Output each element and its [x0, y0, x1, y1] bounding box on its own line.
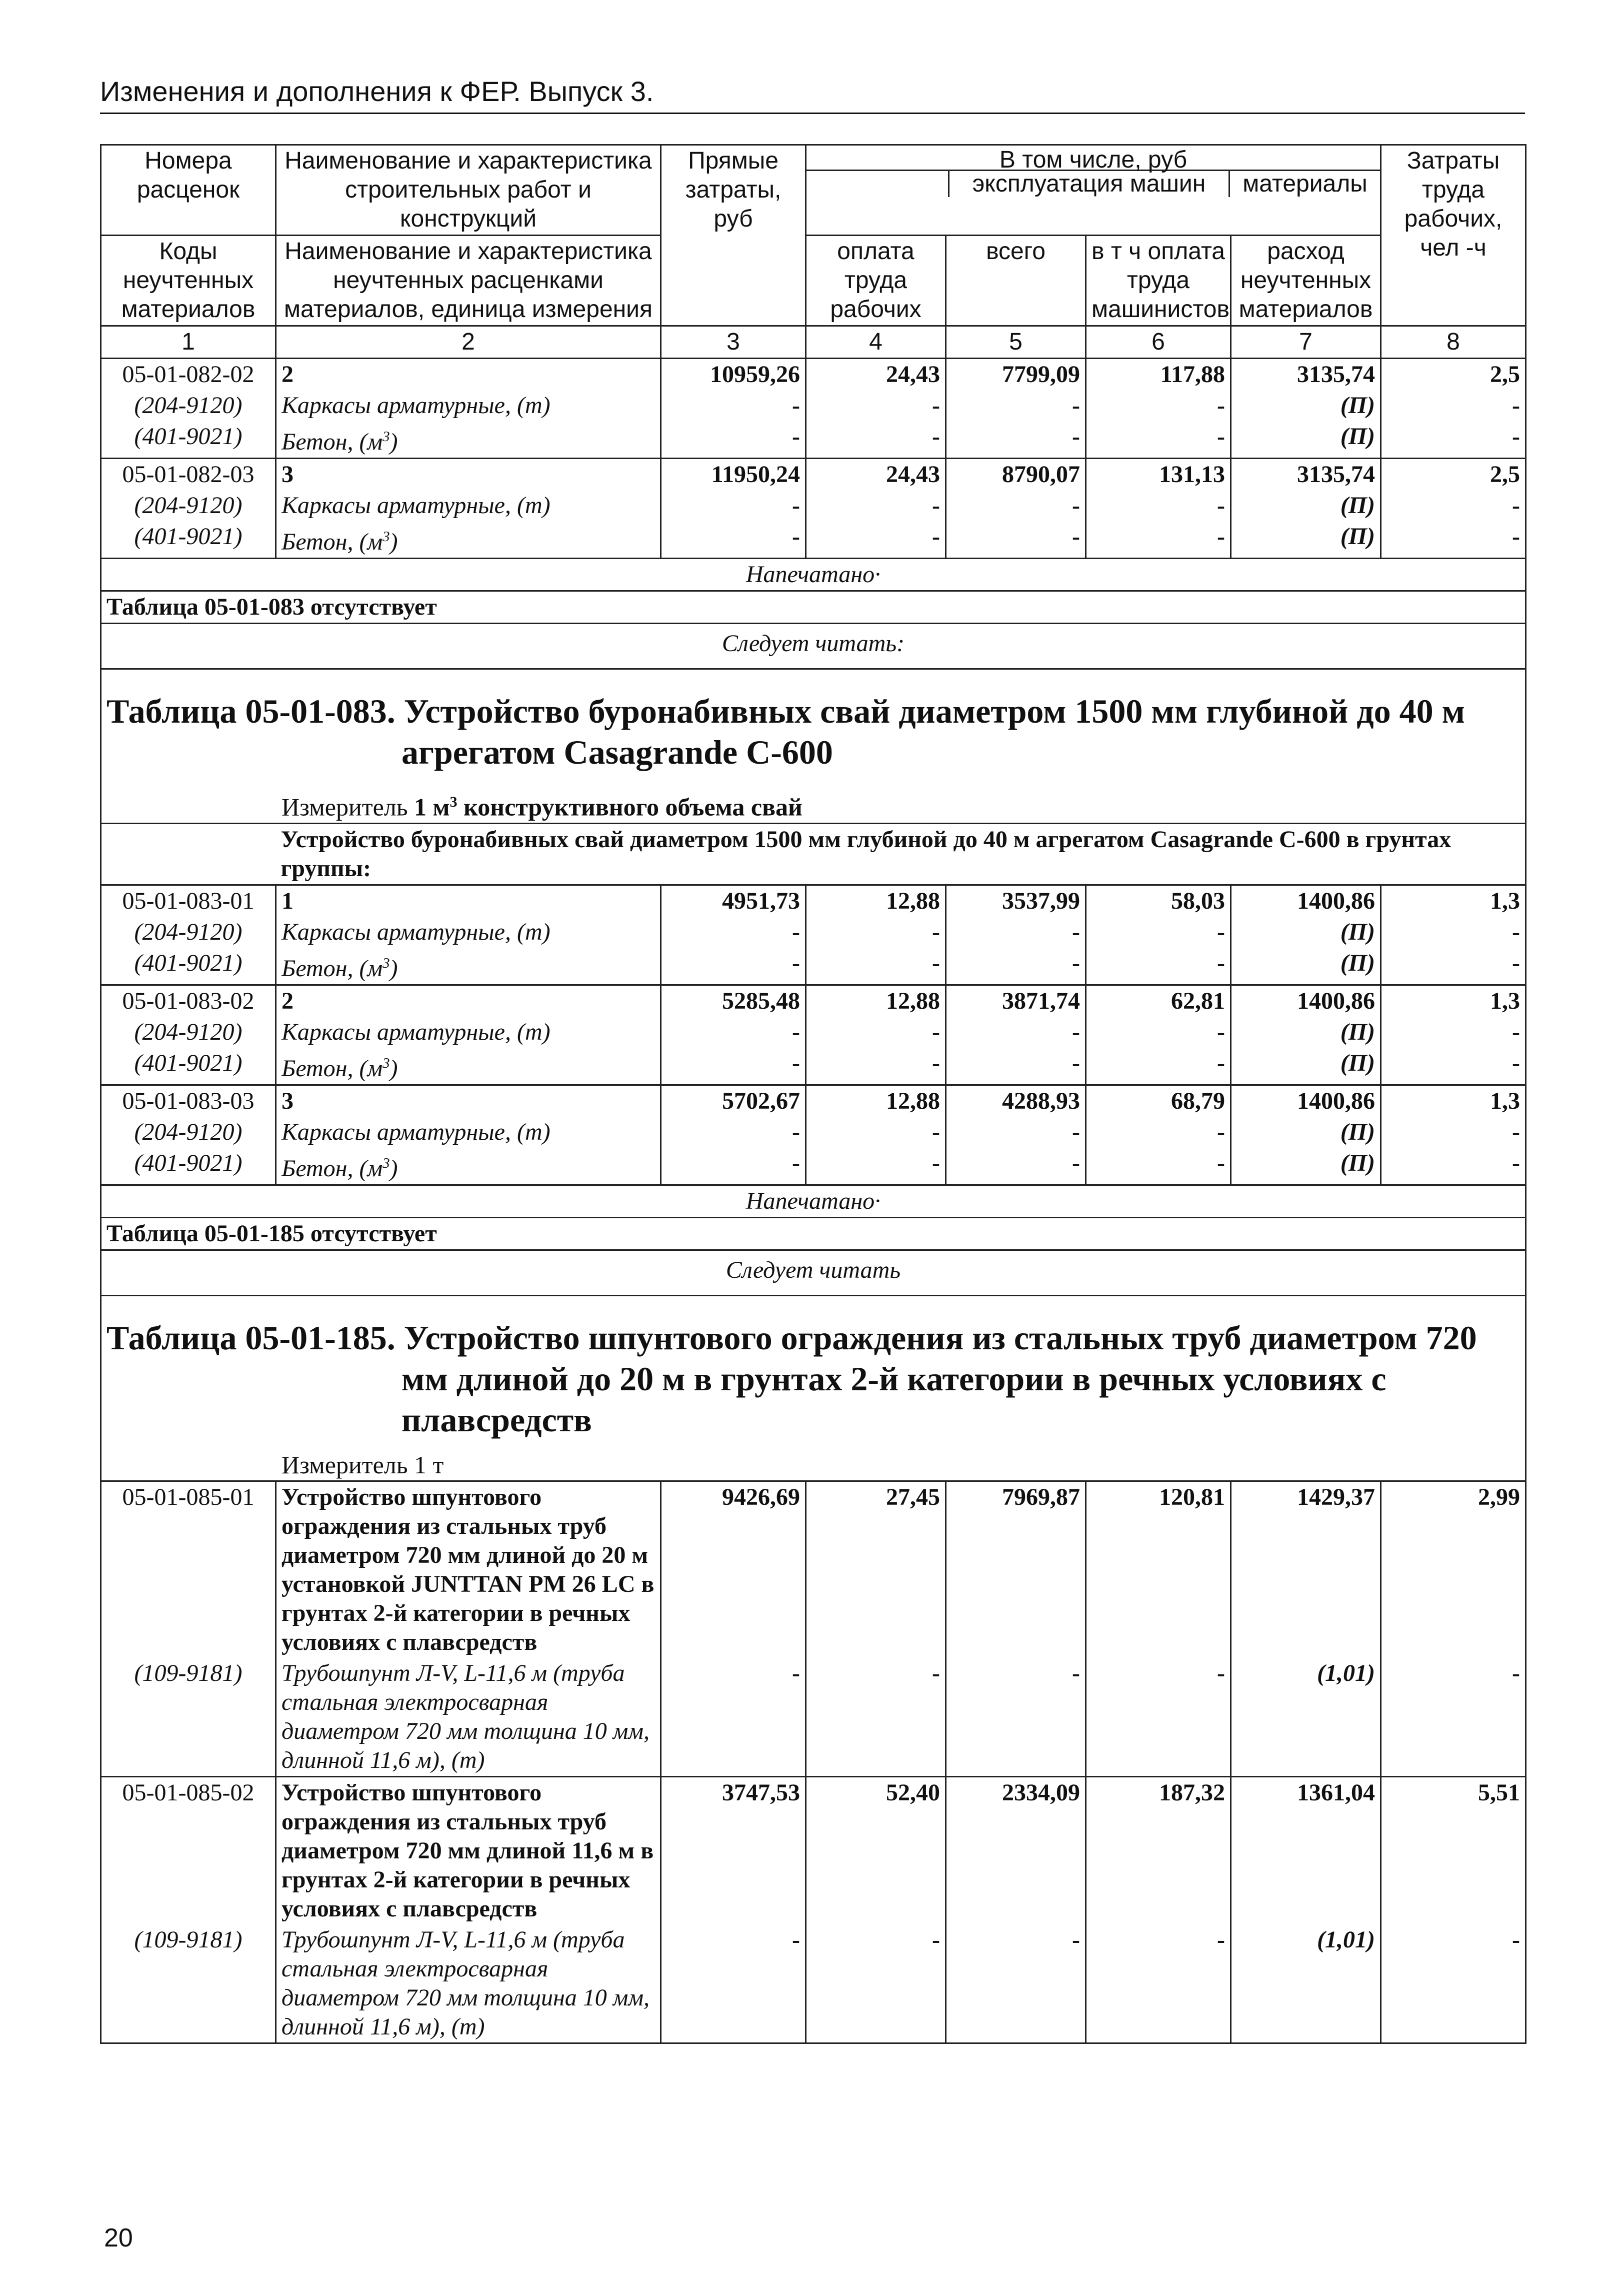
machine-cost: 8790,07 [946, 459, 1086, 491]
dash-value: - [661, 521, 806, 559]
direct-cost: 5702,67 [661, 1085, 806, 1117]
dash-value: - [806, 490, 946, 521]
materials-cost: 3135,74 [1231, 459, 1381, 491]
material-row [101, 1048, 1526, 1085]
block3-rows [101, 1481, 1526, 2043]
read-row-2 [101, 1250, 1526, 1295]
col5-header: всего [946, 236, 1086, 326]
dash-value: - [806, 1148, 946, 1185]
direct-cost: 10959,26 [661, 359, 806, 391]
materials-cost: 1400,86 [1231, 1085, 1381, 1117]
rate-row [101, 1776, 1526, 1924]
rate-code: 05-01-085-01 [101, 1481, 276, 1658]
labor-hours: 2,5 [1381, 459, 1526, 491]
header-rule [100, 113, 1525, 114]
dash-value: - [661, 390, 806, 421]
concrete-tail: ) [390, 955, 398, 982]
rate-code: 05-01-082-02 [101, 359, 276, 391]
machinist-cost: 62,81 [1086, 985, 1231, 1017]
measure-tail: конструктивного объема свай [464, 793, 802, 821]
title-row-1 [101, 669, 1526, 824]
rate-name: Устройство шпунтового ограждения из стальных труб диаметром 720 мм длиной 11,6 м в грунтах 2-й категории в речных условиях с плавсредств [276, 1776, 661, 1924]
material-name [276, 1148, 661, 1185]
material-qty: (1,01) [1231, 1924, 1381, 2043]
labor-cost: 12,88 [806, 1085, 946, 1117]
material-row [101, 1658, 1526, 1777]
material-qty: (П) [1231, 390, 1381, 421]
cube-superscript: 3 [382, 955, 390, 971]
col6-header: в т ч оплата труда машинистов [1086, 236, 1231, 326]
cube-superscript: 3 [450, 794, 458, 810]
dash-value: - [1381, 948, 1526, 985]
dash-value: - [946, 1017, 1086, 1048]
dash-value: - [946, 421, 1086, 459]
material-row [101, 1148, 1526, 1185]
labor-cost: 52,40 [806, 1776, 946, 1924]
subtitle-row-1 [101, 823, 1526, 885]
concrete-label: Бетон, (м [282, 429, 383, 455]
measure-label: Измеритель [282, 793, 408, 821]
running-header: Изменения и дополнения к ФЕР. Выпуск 3. [100, 76, 654, 107]
labor-hours: 1,3 [1381, 1085, 1526, 1117]
dash-value: - [806, 1017, 946, 1048]
cube-superscript: 3 [382, 1155, 390, 1171]
materials-cost: 3135,74 [1231, 359, 1381, 391]
rate-code: 05-01-083-03 [101, 1085, 276, 1117]
rate-name: 2 [276, 985, 661, 1017]
rate-row [101, 1481, 1526, 1658]
dash-value: - [806, 1117, 946, 1148]
dash-value: - [946, 1924, 1086, 2043]
dash-value: - [806, 390, 946, 421]
title-185-line3: плавсредств [402, 1400, 592, 1439]
column-numbers-row [101, 326, 1526, 359]
dash-value: - [806, 1048, 946, 1085]
material-row [101, 390, 1526, 421]
material-qty: (П) [1231, 1117, 1381, 1148]
dash-value: - [946, 521, 1086, 559]
machine-cost: 7969,87 [946, 1481, 1086, 1658]
dash-value: - [1086, 521, 1231, 559]
measure-value: 1 м [414, 793, 450, 821]
material-qty: (П) [1231, 421, 1381, 459]
col8-header: Затраты труда рабочих, чел -ч [1381, 145, 1526, 326]
dash-value: - [806, 917, 946, 948]
rate-name: 1 [276, 885, 661, 917]
col1-top-header: Номера расценок [101, 145, 276, 236]
absent-table-083: Таблица 05-01-083 отсутствует [101, 591, 1526, 624]
labor-hours: 5,51 [1381, 1776, 1526, 1924]
material-row [101, 421, 1526, 459]
material-name [276, 521, 661, 559]
cube-superscript: 3 [382, 529, 390, 545]
machinist-cost: 117,88 [1086, 359, 1231, 391]
material-code: (401-9021) [101, 1148, 276, 1185]
machinist-cost: 68,79 [1086, 1085, 1231, 1117]
material-code: (401-9021) [101, 521, 276, 559]
material-qty: (П) [1231, 521, 1381, 559]
dash-value: - [946, 1117, 1086, 1148]
dash-value: - [661, 1924, 806, 2043]
rate-code: 05-01-083-02 [101, 985, 276, 1017]
printed-row-2 [101, 1185, 1526, 1217]
dash-value: - [1086, 1117, 1231, 1148]
material-qty: (П) [1231, 1148, 1381, 1185]
dash-value: - [946, 948, 1086, 985]
dash-value: - [1086, 948, 1231, 985]
dash-value: - [1381, 490, 1526, 521]
dash-value: - [661, 948, 806, 985]
material-name: Каркасы арматурные, (т) [276, 390, 661, 421]
direct-cost: 11950,24 [661, 459, 806, 491]
material-name [276, 1048, 661, 1085]
dash-value: - [1381, 1017, 1526, 1048]
material-name: Трубошпунт Л-V, L-11,6 м (труба стальная электросварная диаметром 720 мм толщина 10 мм, длинной 11,6 м), (т) [276, 1924, 661, 2043]
dash-value: - [806, 1658, 946, 1777]
dash-value: - [806, 421, 946, 459]
col1-bottom-header: Коды неучтенных материалов [101, 236, 276, 326]
measure-label: Измеритель [282, 1450, 408, 1479]
dash-value: - [1381, 1117, 1526, 1148]
dash-value: - [1381, 1924, 1526, 2043]
concrete-label: Бетон, (м [282, 955, 383, 982]
dash-value: - [1381, 1148, 1526, 1185]
title-185-line1: Таблица 05-01-185. Устройство шпунтового ограждения из стальных труб диаметром 720 [106, 1318, 1477, 1357]
material-row [101, 490, 1526, 521]
material-code: (401-9021) [101, 421, 276, 459]
dash-value: - [1086, 917, 1231, 948]
dash-value: - [1381, 1658, 1526, 1777]
direct-cost: 9426,69 [661, 1481, 806, 1658]
rate-code: 05-01-083-01 [101, 885, 276, 917]
machinist-cost: 120,81 [1086, 1481, 1231, 1658]
page-number: 20 [104, 2223, 133, 2252]
material-qty: (1,01) [1231, 1658, 1381, 1777]
dash-value: - [806, 1924, 946, 2043]
measure-185 [106, 1450, 1520, 1479]
material-qty: (П) [1231, 917, 1381, 948]
rate-row [101, 459, 1526, 491]
rate-code: 05-01-085-02 [101, 1776, 276, 1924]
dash-value: - [1381, 521, 1526, 559]
title-185-line2: мм длиной до 20 м в грунтах 2-й категории в речных условиях с [402, 1359, 1386, 1398]
read-label: Следует читать: [101, 624, 1526, 669]
material-qty: (П) [1231, 490, 1381, 521]
direct-cost: 4951,73 [661, 885, 806, 917]
rate-name: 3 [276, 1085, 661, 1117]
materials-cost: 1429,37 [1231, 1481, 1381, 1658]
title-row-2 [101, 1295, 1526, 1481]
dash-value: - [661, 1658, 806, 1777]
material-code: (204-9120) [101, 1017, 276, 1048]
machine-cost: 3871,74 [946, 985, 1086, 1017]
dash-value: - [1381, 390, 1526, 421]
col7-header: расход неучтенных материалов [1231, 236, 1381, 326]
material-row [101, 521, 1526, 559]
dash-value: - [661, 917, 806, 948]
col-num: 5 [946, 326, 1086, 359]
cube-superscript: 3 [382, 429, 390, 445]
rate-name: 2 [276, 359, 661, 391]
col3-header: Прямые затраты, руб [661, 145, 806, 326]
material-code: (401-9021) [101, 1048, 276, 1085]
block1-rows [101, 359, 1526, 559]
incl-header [806, 145, 1381, 236]
col-num: 6 [1086, 326, 1231, 359]
material-qty: (П) [1231, 1048, 1381, 1085]
materials-label: материалы [1242, 171, 1368, 197]
printed-label: Напечатано· [101, 1185, 1526, 1217]
material-name: Каркасы арматурные, (т) [276, 1017, 661, 1048]
dash-value: - [661, 1017, 806, 1048]
block2-rows [101, 885, 1526, 1185]
labor-cost: 27,45 [806, 1481, 946, 1658]
materials-cost: 1400,86 [1231, 885, 1381, 917]
dash-value: - [946, 1148, 1086, 1185]
labor-hours: 2,99 [1381, 1481, 1526, 1658]
printed-row-1 [101, 559, 1526, 591]
col-num: 3 [661, 326, 806, 359]
machine-cost: 4288,93 [946, 1085, 1086, 1117]
dash-value: - [946, 917, 1086, 948]
table-185-title [106, 1297, 1520, 1440]
material-code: (401-9021) [101, 948, 276, 985]
material-code: (109-9181) [101, 1658, 276, 1777]
material-row [101, 917, 1526, 948]
material-name: Каркасы арматурные, (т) [276, 490, 661, 521]
dash-value: - [1086, 1017, 1231, 1048]
dash-value: - [946, 1048, 1086, 1085]
dash-value: - [1086, 1148, 1231, 1185]
col2-top-header: Наименование и характеристика строительных работ и конструкций [276, 145, 661, 236]
labor-cost: 24,43 [806, 359, 946, 391]
printed-label: Напечатано· [101, 559, 1526, 591]
concrete-label: Бетон, (м [282, 529, 383, 555]
col-num: 7 [1231, 326, 1381, 359]
labor-hours: 2,5 [1381, 359, 1526, 391]
material-code: (204-9120) [101, 1117, 276, 1148]
rates-table [100, 144, 1526, 2044]
col-num: 8 [1381, 326, 1526, 359]
dash-value: - [1381, 421, 1526, 459]
material-name [276, 421, 661, 459]
machinist-cost: 58,03 [1086, 885, 1231, 917]
dash-value: - [1086, 421, 1231, 459]
direct-cost: 5285,48 [661, 985, 806, 1017]
title-083-line2: агрегатом Casagrande C-600 [402, 733, 833, 771]
direct-cost: 3747,53 [661, 1776, 806, 1924]
labor-hours: 1,3 [1381, 985, 1526, 1017]
measure-083 [106, 788, 1520, 822]
material-code: (204-9120) [101, 390, 276, 421]
read-label: Следует читать [101, 1250, 1526, 1295]
rate-row [101, 985, 1526, 1017]
machinist-cost: 187,32 [1086, 1776, 1231, 1924]
absent-row-1 [101, 591, 1526, 624]
dash-value: - [661, 490, 806, 521]
material-row [101, 948, 1526, 985]
table-083-subtitle: Устройство буронабивных свай диаметром 1500 мм глубиной до 40 м агрегатом Casagrande C-600 в грунтах группы: [276, 823, 1526, 885]
material-name: Трубошпунт Л-V, L-11,6 м (труба стальная электросварная диаметром 720 мм толщина 10 мм, длинной 11,6 м), (т) [276, 1658, 661, 1777]
dash-value: - [1381, 1048, 1526, 1085]
labor-cost: 12,88 [806, 985, 946, 1017]
col-num: 2 [276, 326, 661, 359]
material-name: Каркасы арматурные, (т) [276, 1117, 661, 1148]
col-num: 1 [101, 326, 276, 359]
title-083-line1: Таблица 05-01-083. Устройство буронабивных свай диаметром 1500 мм глубиной до 40 м [106, 692, 1465, 730]
rate-code: 05-01-082-03 [101, 459, 276, 491]
materials-cost: 1361,04 [1231, 1776, 1381, 1924]
concrete-label: Бетон, (м [282, 1155, 383, 1182]
rate-row [101, 885, 1526, 917]
rate-row [101, 359, 1526, 391]
material-code: (109-9181) [101, 1924, 276, 2043]
dash-value: - [661, 1148, 806, 1185]
dash-value: - [1381, 917, 1526, 948]
table-083-title [106, 671, 1520, 773]
materials-cost: 1400,86 [1231, 985, 1381, 1017]
dash-value: - [806, 521, 946, 559]
dash-value: - [1086, 1658, 1231, 1777]
dash-value: - [806, 948, 946, 985]
concrete-label: Бетон, (м [282, 1055, 383, 1082]
dash-value: - [1086, 1924, 1231, 2043]
cube-superscript: 3 [382, 1055, 390, 1071]
dash-value: - [946, 390, 1086, 421]
dash-value: - [661, 1048, 806, 1085]
material-qty: (П) [1231, 1017, 1381, 1048]
material-row [101, 1017, 1526, 1048]
material-qty: (П) [1231, 948, 1381, 985]
concrete-tail: ) [390, 1155, 398, 1182]
col2-bottom-header: Наименование и характеристика неучтенных расценками материалов, единица измерения [276, 236, 661, 326]
concrete-tail: ) [390, 429, 398, 455]
measure-value: 1 т [414, 1450, 444, 1479]
read-row-1 [101, 624, 1526, 669]
labor-hours: 1,3 [1381, 885, 1526, 917]
machines-label: эксплуатация машин [950, 171, 1230, 197]
dash-value: - [946, 1658, 1086, 1777]
header-row-1 [101, 145, 1526, 236]
col4-header: оплата труда рабочих [806, 236, 946, 326]
absent-table-185: Таблица 05-01-185 отсутствует [101, 1217, 1526, 1250]
material-name [276, 948, 661, 985]
col-num: 4 [806, 326, 946, 359]
dash-value: - [661, 1117, 806, 1148]
labor-cost: 24,43 [806, 459, 946, 491]
concrete-tail: ) [390, 1055, 398, 1082]
dash-value: - [946, 490, 1086, 521]
machine-cost: 7799,09 [946, 359, 1086, 391]
rate-name: 3 [276, 459, 661, 491]
material-code: (204-9120) [101, 917, 276, 948]
machinist-cost: 131,13 [1086, 459, 1231, 491]
material-name: Каркасы арматурные, (т) [276, 917, 661, 948]
material-code: (204-9120) [101, 490, 276, 521]
dash-value: - [661, 421, 806, 459]
incl-label: В том числе, руб [806, 146, 1380, 171]
machine-cost: 2334,09 [946, 1776, 1086, 1924]
rate-row [101, 1085, 1526, 1117]
absent-row-2 [101, 1217, 1526, 1250]
machine-cost: 3537,99 [946, 885, 1086, 917]
dash-value: - [1086, 1048, 1231, 1085]
concrete-tail: ) [390, 529, 398, 555]
labor-cost: 12,88 [806, 885, 946, 917]
material-row [101, 1924, 1526, 2043]
dash-value: - [1086, 390, 1231, 421]
rate-name: Устройство шпунтового ограждения из стальных труб диаметром 720 мм длиной до 20 м установкой JUNTTAN PM 26 LC в грунтах 2-й категории в речных условиях с плавсредств [276, 1481, 661, 1658]
dash-value: - [1086, 490, 1231, 521]
material-row [101, 1117, 1526, 1148]
